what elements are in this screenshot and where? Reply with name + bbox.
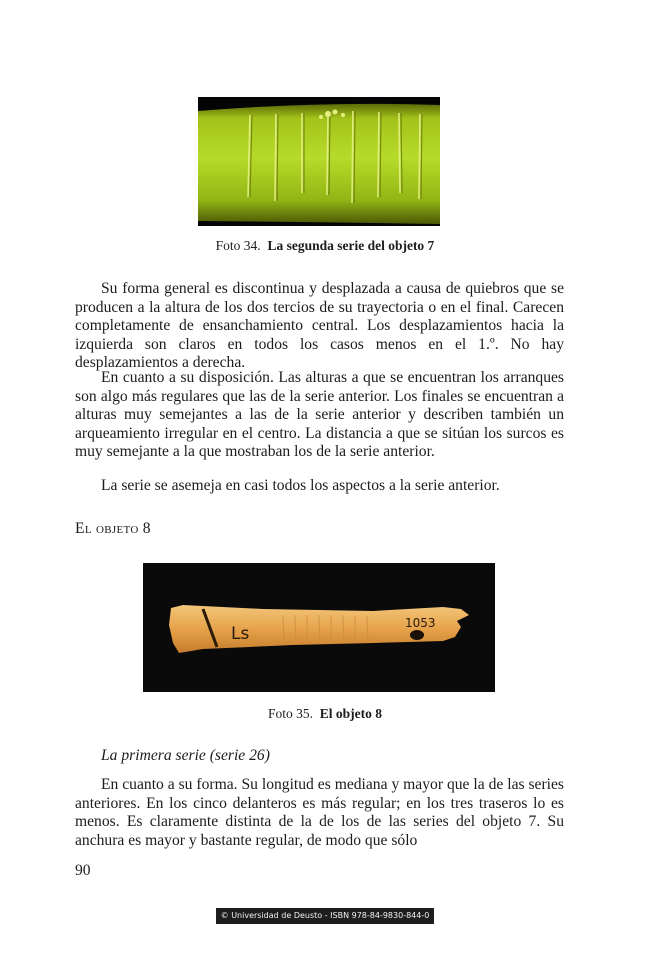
photo-34 xyxy=(198,97,440,226)
photo-34-caption xyxy=(0,238,650,254)
photo-35-image xyxy=(143,563,495,692)
body-paragraph-3: La serie se asemeja en casi todos los aspectos a la serie anterior. xyxy=(101,477,500,494)
copyright-footer: © Universidad de Deusto - ISBN 978-84-9830-844-0 xyxy=(216,908,434,924)
photo-35 xyxy=(143,563,495,692)
photo-35-object-number: 1053 xyxy=(405,616,436,630)
section-heading: El objeto 8 xyxy=(75,520,151,537)
photo-34-caption-title: La segunda serie del objeto 7 xyxy=(267,238,435,253)
photo-35-caption-title: El objeto 8 xyxy=(319,706,382,721)
page-number: 90 xyxy=(75,862,91,879)
body-paragraph-4: En cuanto a su forma. Su longitud es mediana y mayor que la de las series anteriores. En los cinco delanteros es más regular; en los tres traseros lo es menos. Es claramente distinta de la de los de las series del objeto 7. Su anchura es mayor y bastante regular, de modo que sólo xyxy=(75,776,564,849)
body-paragraph-1: Su forma general es discontinua y desplazada a causa de quiebros que se producen a la altura de los dos tercios de su trayectoria o en el final. Carecen completamente de ensanchamiento central. Los desplazamientos hacia la izquierda son claros en todos los casos menos en el 1.º. No hay desplazamientos a derecha. xyxy=(75,280,564,372)
body-paragraph-2: En cuanto a su disposición. Las alturas a que se encuentran los arranques son algo más regulares que las de la serie anterior. Los finales se encuentran a alturas muy semejantes a las de la serie anterior y describen también un arqueamiento irregular en el centro. La distancia a que se sitúan los surcos es muy semejante a la que mostraban los de la serie anterior. xyxy=(75,369,564,461)
subheading: La primera serie (serie 26) xyxy=(101,747,270,764)
photo-34-image xyxy=(198,97,440,226)
photo-35-caption xyxy=(0,706,650,722)
photo-35-caption-prefix: Foto 35. xyxy=(267,706,313,721)
photo-34-caption-prefix: Foto 34. xyxy=(215,238,261,253)
photo-35-object-label: Ls xyxy=(231,624,250,644)
